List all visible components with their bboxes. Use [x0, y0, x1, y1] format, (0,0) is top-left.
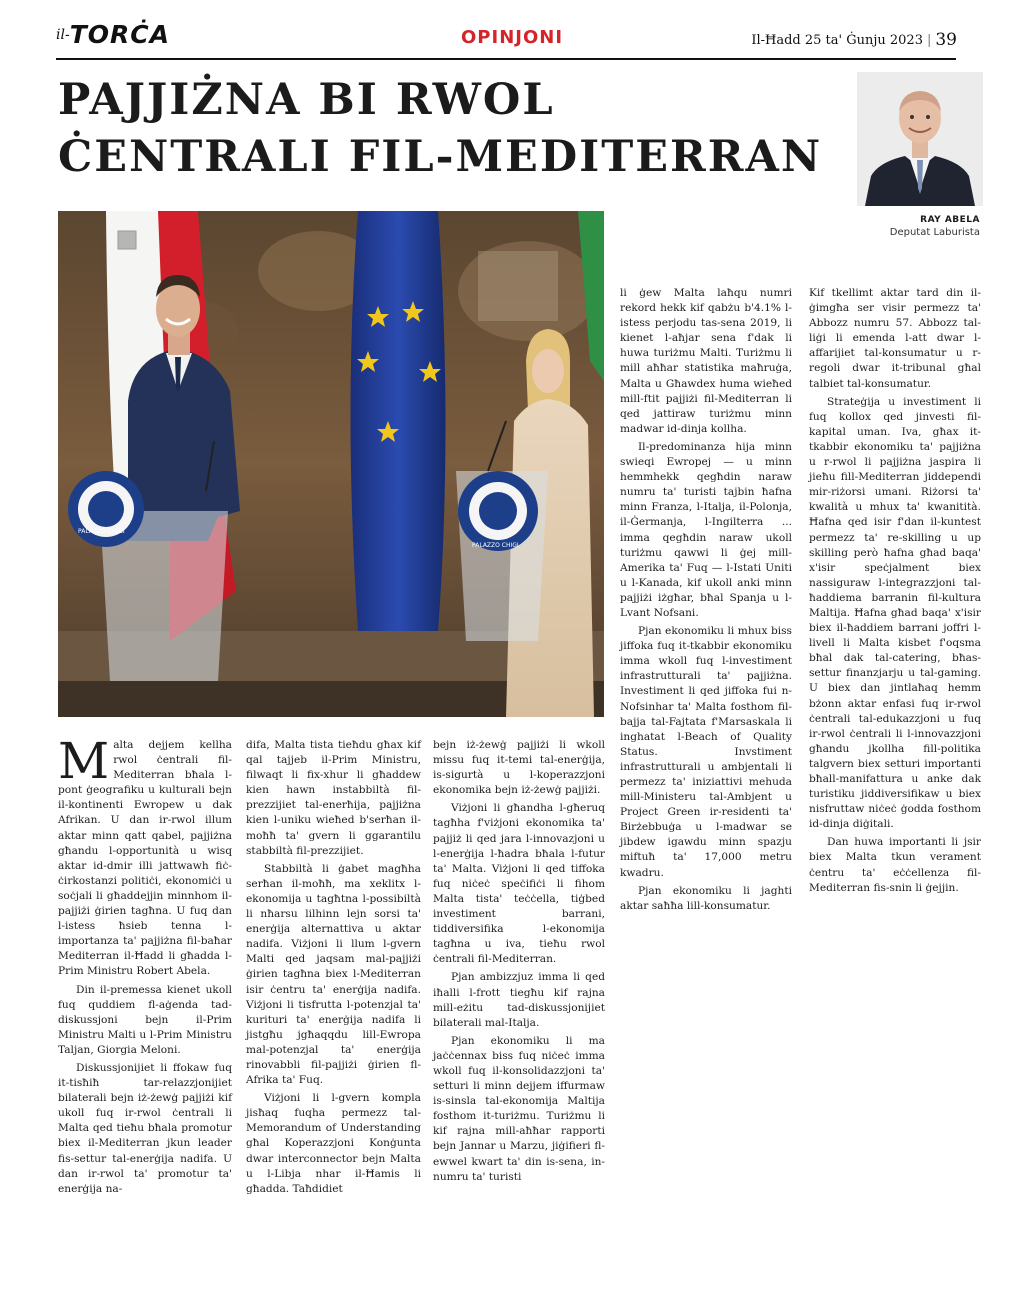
paragraph: Dan huwa importanti li jsir biex Malta tkun verament ċentru ta' eċċellenza fil-Mediterran fis-snin li ġejjin. [809, 836, 981, 894]
article-column-5 [809, 286, 981, 899]
author-name: RAY ABELA [920, 215, 980, 225]
logo-main: TORĊA [69, 20, 170, 49]
article-column-2 [246, 738, 421, 1200]
paragraph: Kif tkellimt aktar tard din il-ġimgħa ser visir permezz ta' Abbozz numru 57. Abbozz tal-liġi li emenda l-att dwar l-affarijiet tal-konsumatur u r-regoli dwar it-tribunal għal talbiet tal-konsumatur. [809, 287, 981, 390]
dateline-separator: | [926, 33, 932, 48]
paragraph: Strateġija u investiment li fuq kollox qed jinvesti fil-kapital uman. Iva, għax it-tkabbir ekonomiku ta' pajjiżna u r-rwol li pajjiżna jaspira li jieħu fill-Mediterran jiddependi mir-riżorsi umani. Riżorsi ta' kwalità u mhux ta' kwanitità. Ħafna qed isir f'dan il-kuntest permezz ta' re-skilling u up skilling però ħafna għad baqa' x'isir speċjalment biex nassiguraw l-integrazzjoni tal-ħaddiema barranin fil-kultura Maltija. Ħafna għad baqa' x'isir biex il-ħaddiem barrani joffri l-livell li Malta kisbet f'oqsma bħal dak tal-catering, bħas-settur finanzjarju u tal-gaming. U biex dan jintlaħaq hemm bżonn aktar enfasi fuq ir-rwol ċentrali tal-edukazzjoni u fuq ir-rwol ċentrali li l-innovazzjoni għandu jkollha fill-politika talgvern biex setturi importanti bħall-manifattura u anke dak turistiku jiddiversifikaw u biex nisfruttaw niċeċ ġodda fosthom id-dinja diġitali. [809, 395, 981, 831]
podium-seal-text-left: PALAZZO CHIGI [78, 528, 125, 535]
paragraph: Pjan ekonomiku li ma jaċċennax biss fuq niċeċ imma wkoll fuq il-konsolidazzjoni ta' setturi li minn dejjem iffurmaw is-sinsla tal-ekonomija Maltija fosthom it-turiżmu. Turiżmu li kif rajna mill-aħħar rapporti bejn Jannar u Marzu, jiġifieri fl-ewwel kwart ta' din is-sena, in-numru ta' turisti [433, 1034, 605, 1183]
dateline [751, 30, 957, 50]
article-column-3 [433, 738, 605, 1188]
paragraph: bejn iż-żewġ pajjiżi li wkoll missu fuq it-temi tal-enerġija, is-sigurtà u l-koperazzjoni ekonomika bejn iż-żewġ pajjiżi. [433, 739, 605, 797]
logo-prefix: il- [56, 27, 70, 43]
paragraph: Pjan ekonomiku li jaghti aktar saħħa lill-konsumatur. [620, 884, 792, 912]
paragraph: Il-predominanza hija minn swieqi Ewropej — u minn hemmhekk qegħdin naraw numru ta' turisti tajbin ħafna minn Franza, l-Italja, il-Polonja, il-Ġermanja, l-Ingilterra ... imma qegħdin naraw ukoll turiżmu qawwi li ġej mill-Amerika ta' Fuq — l-Istati Uniti u l-Kanada, kif ukoll anki minn pajjiżi iżgħar, bħal Spanja u l-Lvant Nofsani. [620, 440, 792, 619]
paragraph: li ġew Malta laħqu numri rekord hekk kif qabżu b'4.1% l-istess perjodu tas-sena 2019, li kienet l-aħjar sena f'dak li huwa turiżmu Malti. Turiżmu li mill aħħar statistika maħruġa, Malta u Għawdex huma wieħed mill-ftit pajjiżi fil-Mediterran li qed jattiraw turiżmu minn madwar id-dinja kollha. [620, 287, 792, 435]
newspaper-logo [56, 20, 170, 49]
header-rule [56, 58, 956, 60]
drop-cap: M [58, 732, 110, 790]
main-photo [58, 211, 604, 717]
paragraph: Diskussjonijiet li ffokaw fuq it-tisħiħ tar-relazzjonijiet bilaterali bejn iż-żewġ pajjiżi kif ukoll fuq ir-rwol ċentrali li Malta qed tieħu bħala promotur biex il-Mediterran jkun leader fis-settur tal-enerġija nadifa. U dan ir-rwol ta' promotur ta' enerġija na- [58, 1061, 232, 1195]
headline: PAJJIŻNA BI RWOL ĊENTRALI FIL-MEDITERRAN [58, 75, 823, 182]
paragraph: Pjan ekonomiku li mhux biss jiffoka fuq it-tkabbir ekonomiku imma wkoll fuq l-investiment infrastrutturali ta' pajjiżna. Investiment li qed jiffoka fui n-Nofsinhar ta' Malta fosthom fil-bajja tal-Fajtata f'Marsaskala li inghatat l-Beach of Quality Status. Invstiment infrastrutturali u ambjentali li permezz ta' iniziattivi mehuda mill-Ministeru tal-Ambjent u Project Green ir-residenti ta' Birżebbuġa u l-madwar se jibdew igawdu minn spazju miftuħ ta' 17,000 metru kwadru. [620, 625, 792, 879]
paragraph: difa, Malta tista tieħdu għax kif qal tajjeb il-Prim Ministru, filwaqt li fix-xhur li għaddew kien hawn instabbiltà fil-prezzijiet tal-enerħija, pajjiżna kien l-uniku wieħed b'serħan il-moħħ ta' gvern li ggarantilu stabbiltà fil-prezzijiet. [246, 739, 421, 857]
paragraph: Pjan ambizzjuz imma li qed iħalli l-frott tiegħu kif rajna mill-eżitu tad-diskussjonijiet bilaterali mal-Italja. [433, 971, 605, 1029]
article-column-4 [620, 286, 792, 917]
press-conference-illustration [58, 211, 604, 717]
issue-date: Il-Ħadd 25 ta' Ġunju 2023 [751, 33, 923, 48]
podium-seal-text-right: PALAZZO CHIGI [472, 542, 519, 549]
paragraph: Stabbiltà li ġabet magħha serħan il-moħħ, ma xeklitx l-ekonomija u tagħtna l-possibiltà li nħarsu lilhinn lejn sorsi ta' enerġija alternattiva u aktar nadifa. Viżjoni li llum l-gvern Malti qed jaqsam mal-pajjiżi ġirien tagħna biex l-Mediterran isir ċentru ta' enerġija nadifa. Viżjoni li tisfrutta l-potenzjal ta' kurituri ta' enerġija nadifa li jistgħu jgħaqqdu lill-Ewropa mal-potenzjal ta' enerġija rinovabbli fil-pajjiżi ġirien fl-Afrika ta' Fuq. [246, 862, 421, 1087]
section-label: OPINJONI [461, 27, 564, 48]
page-number: 39 [935, 30, 957, 50]
masthead [56, 20, 956, 58]
paragraph-text: alta dejjem kellha rwol ċentrali fil-Mediterran bħala l-pont ġeografiku u kulturali bejn il-kontinenti Ewropew u dak Afrikan. U dan ir-rwol illum aktar minn qatt qabel, pajjiżna għandu l-opportunità u wisq aktar id-dmir illi jattwawh fiċ-ċirkostanzi politiċi, ekonomiċi u soċjali li għaddejjin minnhom il-pajjiżi ġirien tagħna. U fuq dan l-istess ħsieb tenna l-importanza ta' pajjiżna fil-baħar Mediterran il-Ħadd li għadda l-Prim Ministru Robert Abela. [58, 739, 232, 978]
paragraph: Din il-premessa kienet ukoll fuq quddiem fl-aġenda tad-diskussjoni bejn il-Prim Ministru Malti u l-Prim Ministru Taljan, Giorgia Meloni. [58, 983, 232, 1056]
author-portrait-illustration [857, 72, 983, 206]
article-column-1 [58, 732, 232, 1200]
paragraph [58, 732, 232, 980]
author-photo [857, 72, 983, 206]
author-role: Deputat Laburista [889, 227, 980, 238]
paragraph: Viżjoni li l-gvern kompla jisħaq fuqha permezz tal-Memorandum of Understanding għal Koperazzjoni Konġunta dwar interconnector bejn Malta u l-Libja nhar il-Ħamis li għadda. Taħdidiet [246, 1092, 421, 1195]
paragraph: Viżjoni li għandha l-għeruq tagħha f'viżjoni ekonomika ta' pajjiż li qed jara l-innovazjoni u l-enerġija l-ħadra bħala l-futur ta' Malta. Viżjoni li qed tiffoka fuq niċeċ speċifiċi li fihom Malta tista' teċċella, tiġbed investiment barrani, tiddiversifika l-ekonomija tagħna u iva, tieħu rwol ċentrali fil-Mediterran. [433, 802, 605, 966]
